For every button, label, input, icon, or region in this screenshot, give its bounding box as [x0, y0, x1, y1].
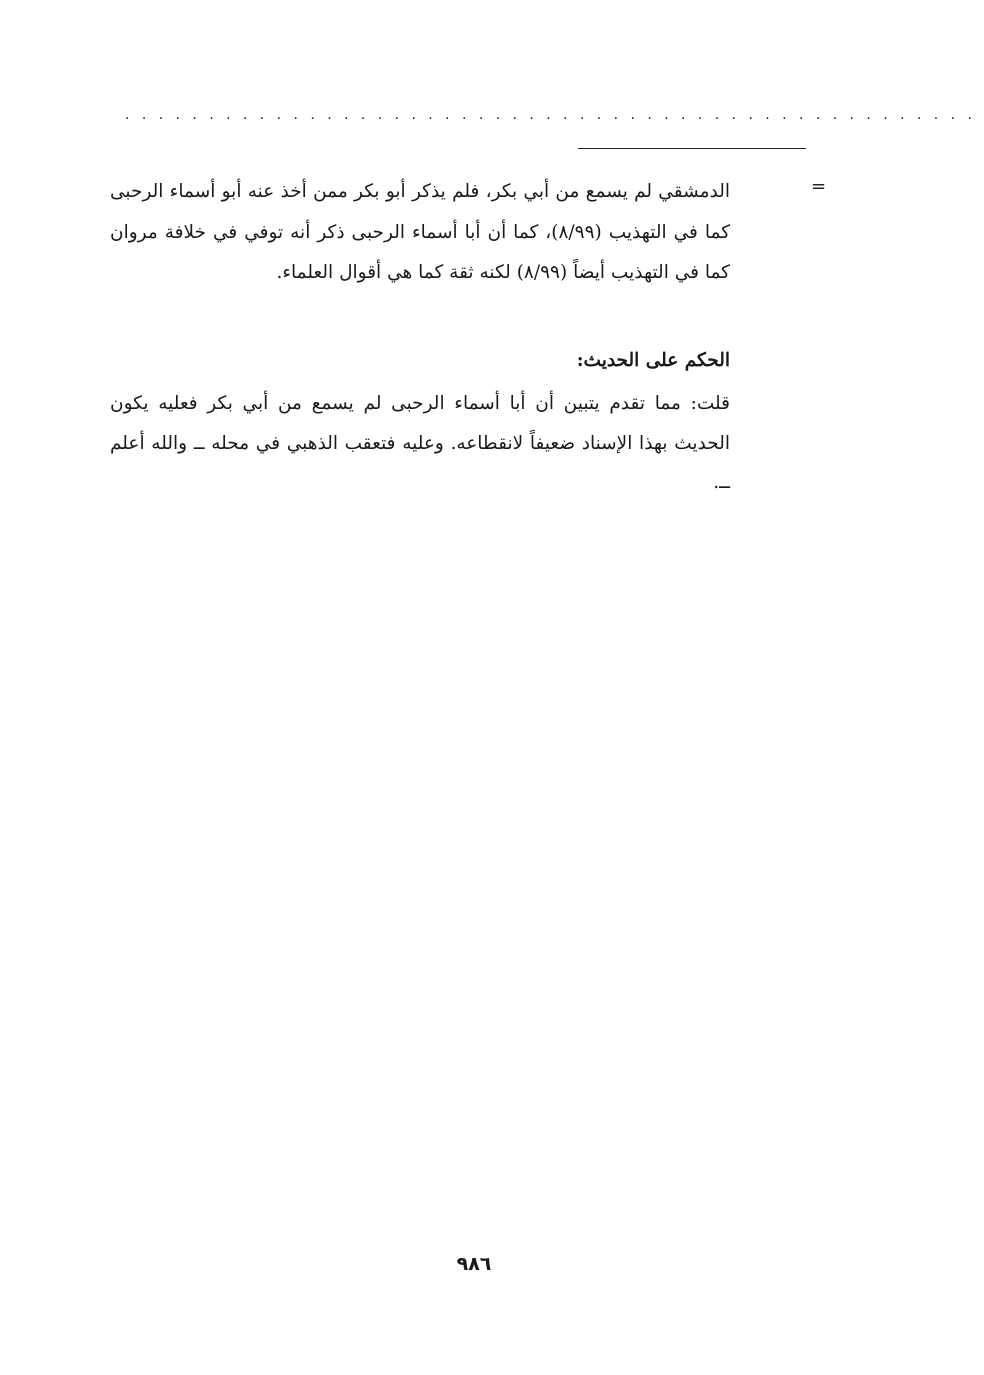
page-number: ٩٨٦: [456, 1253, 492, 1275]
verdict-paragraph: قلت: مما تقدم يتبين أن أبا أسماء الرحبى لم يسمع من أبي بكر فعليه يكون الحديث بهذا الإسناد ضعيفاً لانقطاعه. وعليه فتعقب الذهبي في محله ــ والله أعلم ــ.: [110, 393, 730, 493]
footnote-rule: [578, 148, 806, 149]
dotted-separator: ...................................................: [125, 107, 984, 123]
footnote-paragraph: الدمشقي لم يسمع من أبي بكر، فلم يذكر أبو بكر ممن أخذ عنه أبو أسماء الرحبى كما في التهذيب (٨/٩٩)، كما أن أبا أسماء الرحبى ذكر أنه توفي في خلافة مروان كما في التهذيب أيضاً (٨/٩٩) لكنه ثقة كما هي أقوال العلماء.: [110, 181, 730, 283]
footnote-continuation-mark: =: [811, 176, 827, 197]
section-heading: الحكم على الحديث:: [576, 350, 730, 371]
